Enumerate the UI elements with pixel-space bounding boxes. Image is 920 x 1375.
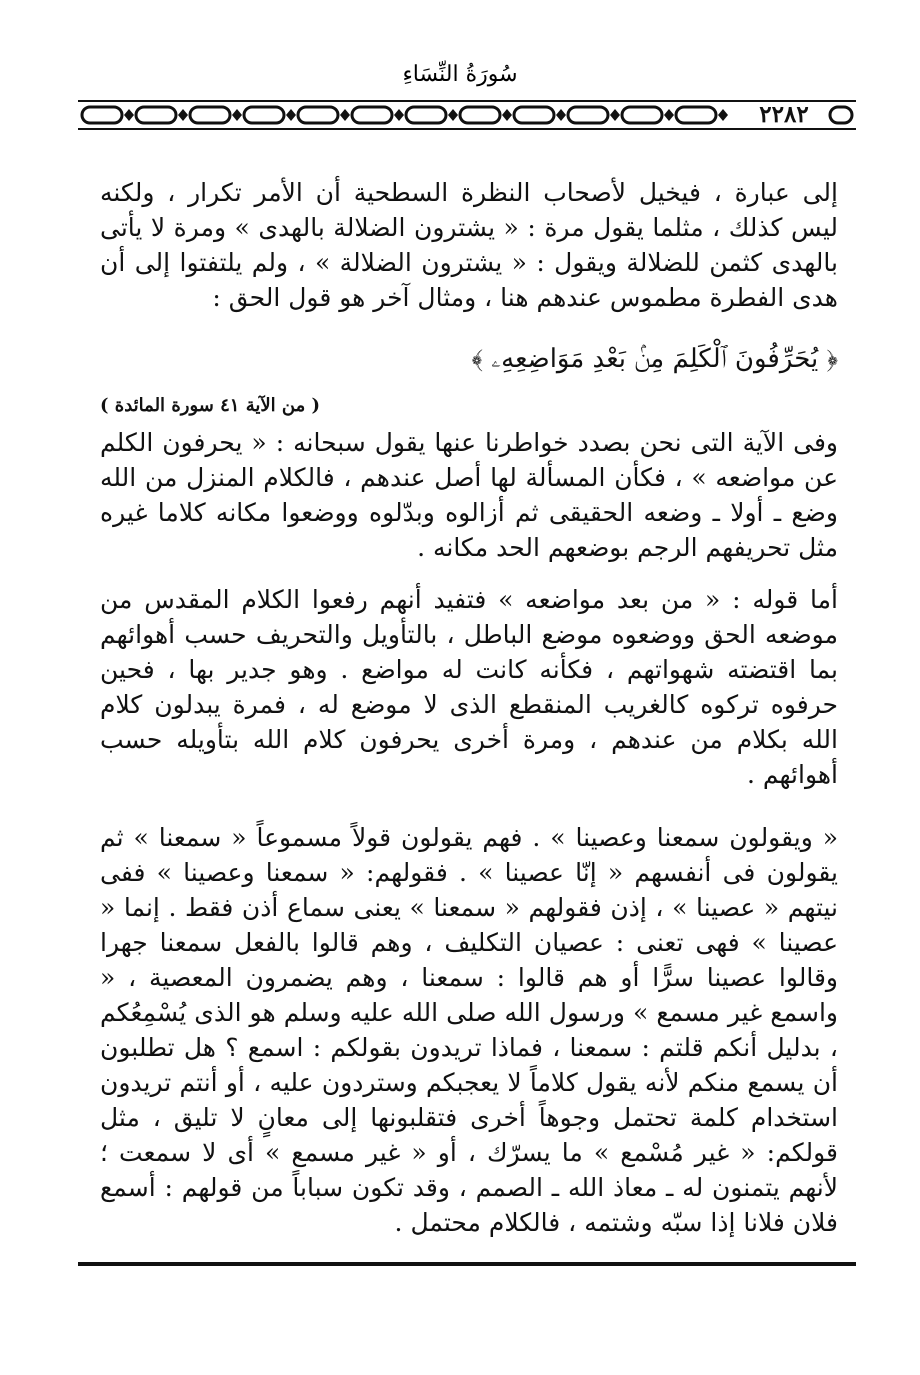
chain-link [298, 107, 338, 123]
quran-verse: ﴿ يُحَرِّفُونَ ٱلْكَلِمَ مِنۢ بَعْدِ مَوَاضِعِهِۦ ﴾ [471, 344, 838, 374]
chain-link [830, 107, 852, 123]
page-number: ٢٢٨٢ [742, 102, 826, 128]
chain-diamond [232, 109, 242, 121]
chain-link [244, 107, 284, 123]
chain-diamond [556, 109, 566, 121]
chain-diamond [178, 109, 188, 121]
paragraph-1-text: إلى عبارة ، فيخيل لأصحاب النظرة السطحية أن الأمر تكرار ، ولكنه ليس كذلك ، مثلما يقول مرة : « يشترون الضلالة بالهدى » ومرة لا يأتى بالهدى كثمن للضلالة ويقول : « يشترون الضلالة » ، ولم يلتفتوا إلى أن هدى الفطرة مطموس عندهم هنا ، ومثال آخر هو قول الحق : [100, 178, 838, 312]
surah-title: سُورَةُ النِّسَاءِ [402, 62, 518, 87]
chain-ornament-icon [78, 98, 856, 132]
chain-diamond [448, 109, 458, 121]
chain-diamond [124, 109, 134, 121]
bottom-divider [78, 1262, 856, 1266]
chain-link [568, 107, 608, 123]
paragraph-4 [100, 820, 838, 1240]
chain-diamond [502, 109, 512, 121]
chain-link [676, 107, 716, 123]
chain-diamond [340, 109, 350, 121]
chain-diamond [286, 109, 296, 121]
paragraph-2 [100, 425, 838, 565]
chain-diamond [394, 109, 404, 121]
chain-link [460, 107, 500, 123]
paragraph-4-text: « ويقولون سمعنا وعصينا » . فهم يقولون قولاً مسموعاً « سمعنا » ثم يقولون فى أنفسهم « إنّا عصينا » . فقولهم: « سمعنا وعصينا » ففى نيتهم « عصينا » ، إذن فقولهم « سمعنا » يعنى سماع أذن فقط . إنما « عصينا » فهى تعنى : عصيان التكليف ، وهم قالوا بالفعل سمعنا جهرا وقالوا عصينا سرًّا أو هم قالوا : سمعنا ، وهم يضمرون المعصية ، « واسمع غير مسمع » ورسول الله صلى الله عليه وسلم هو الذى يُسْمِعُكم ، بدليل أنكم قلتم : سمعنا ، فماذا تريدون بقولكم : اسمع ؟ هل تطلبون أن يسمع منكم لأنه يقول كلاماً لا يعجبكم وستردون عليه ، أو أنتم تريدون استخدام كلمة تحتمل وجوهاً أخرى فتقلبونها إلى معانٍ لا تليق ، مثل قولكم: « غير مُسْمع » ما يسرّك ، أو « غير مسمع » أى لا سمعت ؛ لأنهم يتمنون له ـ معاذ الله ـ الصمم ، وقد تكون سباباً من قولهم : أسمع فلان فلانا إذا سبّه وشتمه ، فالكلام محتمل . [100, 823, 838, 1237]
chain-diamond [610, 109, 620, 121]
chain-diamond [664, 109, 674, 121]
paragraph-3 [100, 582, 838, 792]
verse-reference: ( من الآية ٤١ سورة المائدة ) [100, 395, 321, 416]
paragraph-2-text: وفى الآية التى نحن بصدد خواطرنا عنها يقول سبحانه : « يحرفون الكلم عن مواضعه » ، فكأن المسألة لها أصل عندهم ، فالكلام المنزل من الله وضع ـ أولا ـ وضعه الحقيقى ثم أزالوه وبدّلوه ووضعوا مكانه كلاما غيره مثل تحريفهم الرجم بوضعهم الحد مكانه . [100, 428, 838, 562]
ornamental-header-band [78, 98, 856, 132]
paragraph-3-text: أما قوله : « من بعد مواضعه » فتفيد أنهم رفعوا الكلام المقدس من موضعه الحق ووضعوه موضع الباطل ، بالتأويل والتحريف حسب أهوائهم بما اقتضته شهواتهم ، فكأنه كانت له مواضع . وهو جدير بها ، فحين حرفوه تركوه كالغريب المنقطع الذى لا موضع له ، فمرة يبدلون كلام الله بكلام من عندهم ، ومرة أخرى يحرفون كلام الله بتأويله حسب أهوائهم . [100, 585, 838, 789]
chain-link [352, 107, 392, 123]
chain-link [190, 107, 230, 123]
chain-link [82, 107, 122, 123]
chain-link [514, 107, 554, 123]
chain-diamond [718, 109, 728, 121]
chain-link [136, 107, 176, 123]
paragraph-1 [100, 175, 838, 315]
chain-link [406, 107, 446, 123]
chain-link [622, 107, 662, 123]
